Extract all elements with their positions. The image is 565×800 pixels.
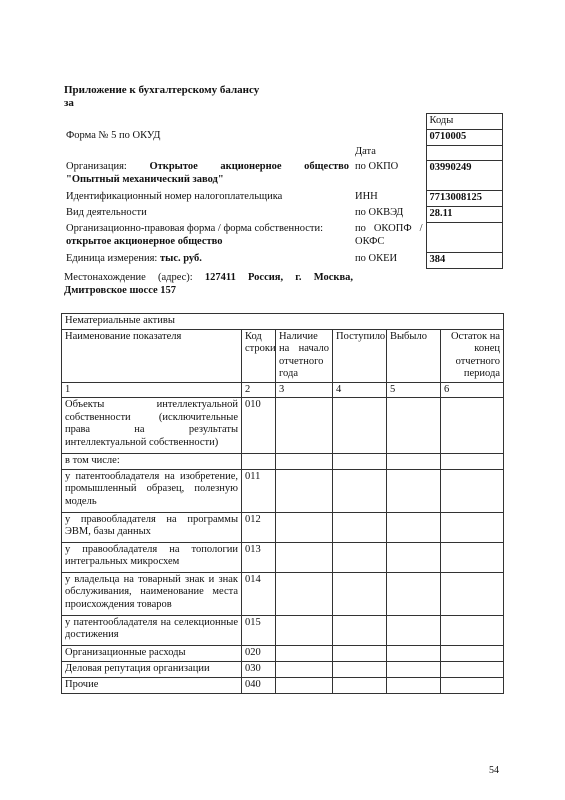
document-title [64, 84, 259, 110]
location-label: Местонахождение (адрес): [64, 272, 193, 283]
row-code: 014 [242, 572, 276, 615]
col-header-start: Наличие на начало отчетного года [276, 329, 333, 382]
row-value-end [441, 645, 504, 661]
row-value-received [333, 469, 387, 512]
okpo-code: 03990249 [426, 160, 502, 190]
row-code: 020 [242, 645, 276, 661]
row-value-received [333, 645, 387, 661]
row-code: 011 [242, 469, 276, 512]
table-row [62, 645, 504, 661]
unit-value: тыс. руб. [159, 253, 202, 264]
col-header-received: Поступило [333, 329, 387, 382]
row-value-end [441, 661, 504, 677]
row-value-disposed [387, 677, 441, 693]
table-row [62, 661, 504, 677]
row-name: в том числе: [62, 454, 242, 470]
col-header-code: Код строки [242, 329, 276, 382]
organization-field [63, 160, 352, 190]
col-header-name: Наименование показателя [62, 329, 242, 382]
row-value-start [276, 677, 333, 693]
row-value-start [276, 542, 333, 572]
row-value-end [441, 542, 504, 572]
row-value-start [276, 572, 333, 615]
row-value-end [441, 572, 504, 615]
row-name: Объекты интеллектуальной собственности (исключительные права на результаты интеллектуальной собственности) [62, 398, 242, 454]
location-field [64, 272, 353, 297]
row-value-start [276, 645, 333, 661]
row-code: 040 [242, 677, 276, 693]
organization-label: Организация: [66, 161, 127, 172]
row-value-disposed [387, 542, 441, 572]
row-value-disposed [387, 572, 441, 615]
row-code: 013 [242, 542, 276, 572]
table-row [62, 512, 504, 542]
row-value-disposed [387, 454, 441, 470]
row-value-start [276, 469, 333, 512]
table-row [62, 677, 504, 693]
row-name: у правообладателя на программы ЭВМ, базы данных [62, 512, 242, 542]
row-value-received [333, 677, 387, 693]
table-row [62, 398, 504, 454]
column-number-row: 1 2 3 4 5 6 [62, 382, 504, 398]
row-value-received [333, 661, 387, 677]
row-value-start [276, 398, 333, 454]
location-value-2: Дмитровское шоссе 157 [64, 284, 177, 296]
row-name: у правообладателя на топологии интегральных микросхем [62, 542, 242, 572]
row-code: 010 [242, 398, 276, 454]
organization-name-2: "Опытный механический завод" [66, 173, 224, 185]
row-value-end [441, 469, 504, 512]
intangible-assets-table [61, 313, 504, 694]
row-value-disposed [387, 469, 441, 512]
row-value-received [333, 398, 387, 454]
section-title: Нематериальные активы [62, 314, 504, 330]
row-value-end [441, 398, 504, 454]
col-header-disposed: Выбыло [387, 329, 441, 382]
row-code [242, 454, 276, 470]
row-name: у патентообладателя на изобретение, промышленный образец, полезную модель [62, 469, 242, 512]
row-value-received [333, 454, 387, 470]
table-row [62, 469, 504, 512]
inn-key: ИНН [355, 191, 378, 202]
row-code: 015 [242, 615, 276, 645]
col-header-end: Остаток на конец отчетного периода [441, 329, 504, 382]
row-name: у владельца на товарный знак и знак обслуживания, наименование места происхождения товаров [62, 572, 242, 615]
okved-code: 28.11 [426, 206, 502, 222]
row-code: 012 [242, 512, 276, 542]
page-number: 54 [489, 765, 499, 776]
form-code: 0710005 [426, 129, 502, 145]
row-name: Прочие [62, 677, 242, 693]
table-row [62, 572, 504, 615]
okopf-code [426, 222, 502, 252]
row-value-start [276, 454, 333, 470]
row-value-received [333, 615, 387, 645]
row-value-disposed [387, 398, 441, 454]
form-label: Форма № 5 по ОКУД [66, 130, 161, 141]
legal-form-field [63, 222, 352, 252]
legal-form-value: открытое акционерное общество [66, 235, 223, 247]
okopf-label: по ОКОПФ / ОКФС [355, 223, 423, 247]
row-value-disposed [387, 661, 441, 677]
table-row [62, 542, 504, 572]
okpo-label: по ОКПО [355, 161, 399, 172]
row-value-end [441, 454, 504, 470]
row-value-start [276, 512, 333, 542]
row-value-disposed [387, 615, 441, 645]
date-label: Дата [355, 146, 376, 157]
table-row [62, 615, 504, 645]
row-name: Деловая репутация организации [62, 661, 242, 677]
row-value-received [333, 542, 387, 572]
title-line-2: за [64, 97, 74, 109]
okei-code: 384 [426, 252, 502, 268]
row-value-start [276, 661, 333, 677]
row-code: 030 [242, 661, 276, 677]
unit-label: Единица измерения: [66, 253, 158, 264]
row-value-received [333, 572, 387, 615]
row-name: Организационные расходы [62, 645, 242, 661]
activity-label: Вид деятельности [66, 207, 147, 218]
table-row [62, 454, 504, 470]
row-name: у патентообладателя на селекционные достижения [62, 615, 242, 645]
legal-form-label: Организационно-правовая форма / форма собственности: [66, 223, 324, 234]
location-value-1: 127411 Россия, г. Москва, [204, 272, 353, 283]
inn-label: Идентификационный номер налогоплательщика [66, 191, 283, 202]
date-code [426, 145, 502, 160]
title-line-1: Приложение к бухгалтерскому балансу [64, 84, 260, 96]
row-value-disposed [387, 645, 441, 661]
row-value-start [276, 615, 333, 645]
row-value-disposed [387, 512, 441, 542]
row-value-end [441, 615, 504, 645]
organization-name-1: Открытое акционерное общество [149, 161, 349, 172]
codes-header: Коды [426, 114, 502, 130]
okved-label: по ОКВЭД [355, 207, 404, 218]
row-value-end [441, 512, 504, 542]
okei-label: по ОКЕИ [355, 253, 398, 264]
form-header [63, 113, 503, 269]
inn-code: 7713008125 [426, 190, 502, 206]
unit-field [63, 252, 352, 268]
row-value-received [333, 512, 387, 542]
row-value-end [441, 677, 504, 693]
